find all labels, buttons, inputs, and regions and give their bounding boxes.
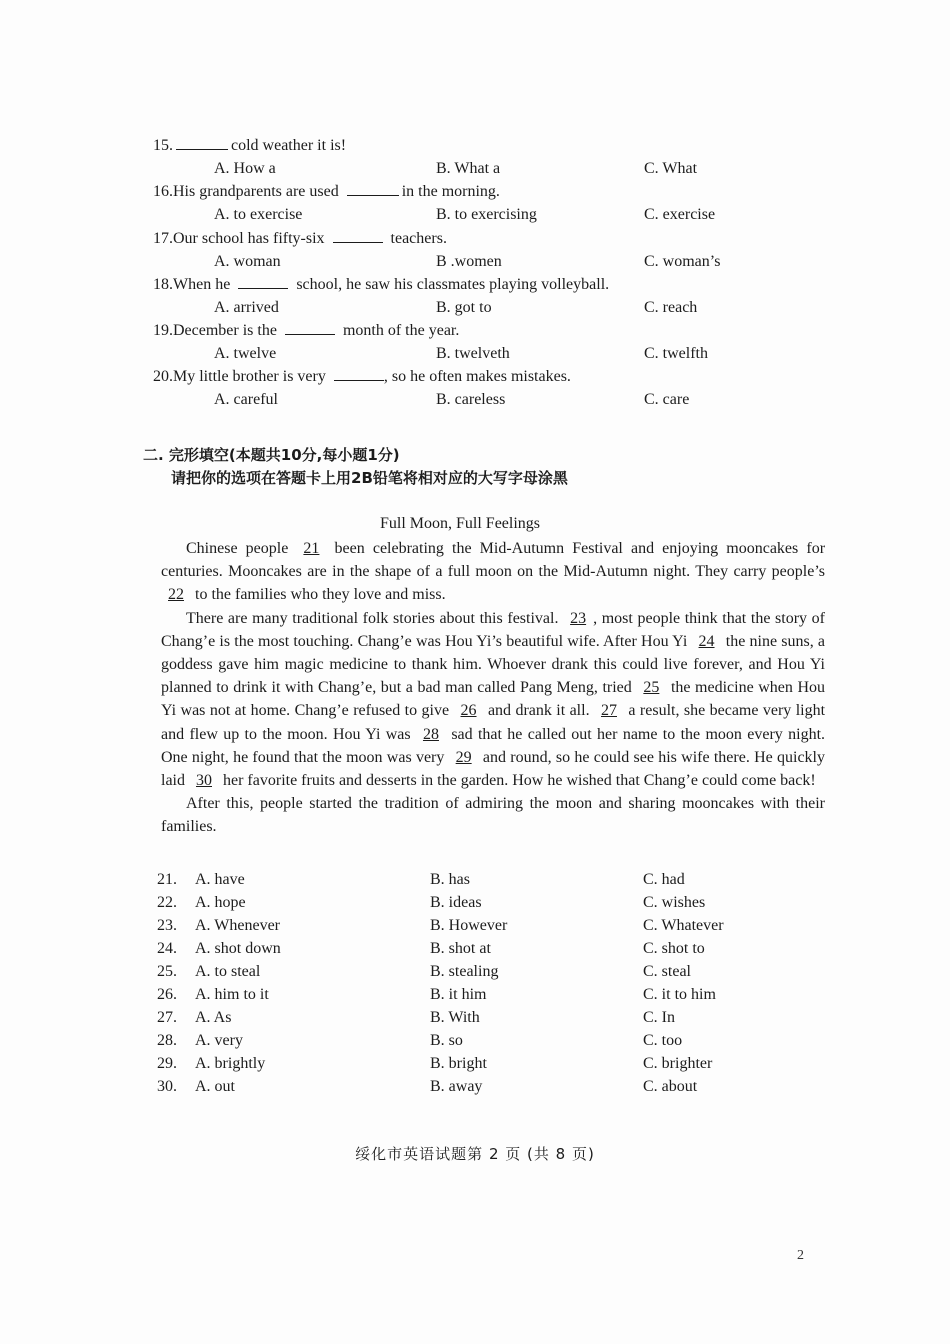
option-c: C. What <box>644 160 698 177</box>
option-c: C. twelfth <box>644 345 708 362</box>
option-b: B .women <box>436 253 502 270</box>
option-c: C. reach <box>644 299 698 316</box>
blank-27: 27 <box>601 702 617 720</box>
option-row-22: 22. A. hope B. ideas C. wishes <box>157 894 706 911</box>
option-a: A. to exercise <box>214 206 303 223</box>
option-row-25: 25. A. to steal B. stealing C. steal <box>157 963 691 980</box>
option-row-26: 26. A. him to it B. it him C. it to him <box>157 986 716 1003</box>
option-row-23: 23. A. Whenever B. However C. Whatever <box>157 917 724 934</box>
option-c: C. exercise <box>644 206 716 223</box>
question-stem: 16.His grandparents are used in the morning. <box>153 183 500 200</box>
paragraph-1: Chinese people 21 been celebrating the Mid-Autumn Festival and enjoying mooncakes for centuries. Mooncakes are in the shape of a full moon on the Mid-Autumn night. They carry people’s 22 to the families who they love and miss. <box>161 540 826 604</box>
option-c: C. woman’s <box>644 253 721 270</box>
option-b: B. to exercising <box>436 206 537 223</box>
cloze-passage <box>161 537 825 839</box>
option-c: C. care <box>644 391 690 408</box>
paragraph-3: After this, people started the tradition of admiring the moon and sharing mooncakes with their families. <box>161 795 825 836</box>
option-a: A. How a <box>214 160 276 177</box>
blank-23: 23 <box>570 609 587 627</box>
option-a: A. arrived <box>214 299 279 316</box>
blank-24: 24 <box>698 632 715 650</box>
question-stem: 20.My little brother is very , so he often makes mistakes. <box>153 368 571 385</box>
question-stem: 17.Our school has fifty-six teachers. <box>153 230 447 247</box>
question-stem: 19.December is the month of the year. <box>153 322 460 339</box>
question-stem: 15. cold weather it is! <box>153 137 347 154</box>
blank-25: 25 <box>643 679 660 697</box>
blank-22: 22 <box>168 586 184 604</box>
blank-26: 26 <box>460 702 477 720</box>
option-b: B. twelveth <box>436 345 510 362</box>
option-row-29: 29. A. brightly B. bright C. brighter <box>157 1055 713 1072</box>
option-row-30: 30. A. out B. away C. about <box>157 1078 698 1095</box>
option-b: B. careless <box>436 391 506 408</box>
passage-title: Full Moon, Full Feelings <box>379 515 541 532</box>
section-heading: 二. 完形填空(本题共10分,每小题1分) <box>143 446 400 464</box>
option-row-21: 21. A. have B. has C. had <box>157 871 685 888</box>
blank-29: 29 <box>455 748 472 766</box>
option-row-27: 27. A. As B. With C. In <box>157 1009 675 1026</box>
question-stem: 18.When he school, he saw his classmates playing volleyball. <box>153 276 610 293</box>
option-a: A. woman <box>214 253 281 270</box>
option-a: A. twelve <box>214 345 277 362</box>
blank-28: 28 <box>422 725 439 743</box>
page-number: 2 <box>797 1248 804 1263</box>
paragraph-2: There are many traditional folk stories about this festival. 23 , most people think that the story of Chang’e is the most touching. Chang’e was Hou Yi’s beautiful wife. After Hou Yi 24 the nine suns, a goddess gave him magic medicine to thank him. Whoever drank this could live forever, and Hou Yi planned to drink it with Chang’e, but a bad man called Pang Meng, tried 25 the medicine when Hou Yi was not at home. Chang’e refused to give 26 and drank it all. 27 a result, she became very light and flew up to the moon. Hou Yi was 28 sad that he called out her name to the moon every night. One night, he found that the moon was very 29 and round, so he could see his wife there. He quickly laid 30 her favorite fruits and desserts in the garden. How he wished that Chang’e could come back! <box>161 609 826 790</box>
page-footer: 绥化市英语试题第 2 页 (共 8 页) <box>355 1145 595 1163</box>
option-row-28: 28. A. very B. so C. too <box>157 1032 683 1049</box>
option-a: A. careful <box>214 391 278 408</box>
section-instruction: 请把你的选项在答题卡上用2B铅笔将相对应的大写字母涂黑 <box>171 469 568 487</box>
option-b: B. What a <box>436 160 501 177</box>
option-row-24: 24. A. shot down B. shot at C. shot to <box>157 940 705 957</box>
blank-21: 21 <box>303 540 320 557</box>
option-b: B. got to <box>436 299 492 316</box>
blank-30: 30 <box>196 772 212 790</box>
